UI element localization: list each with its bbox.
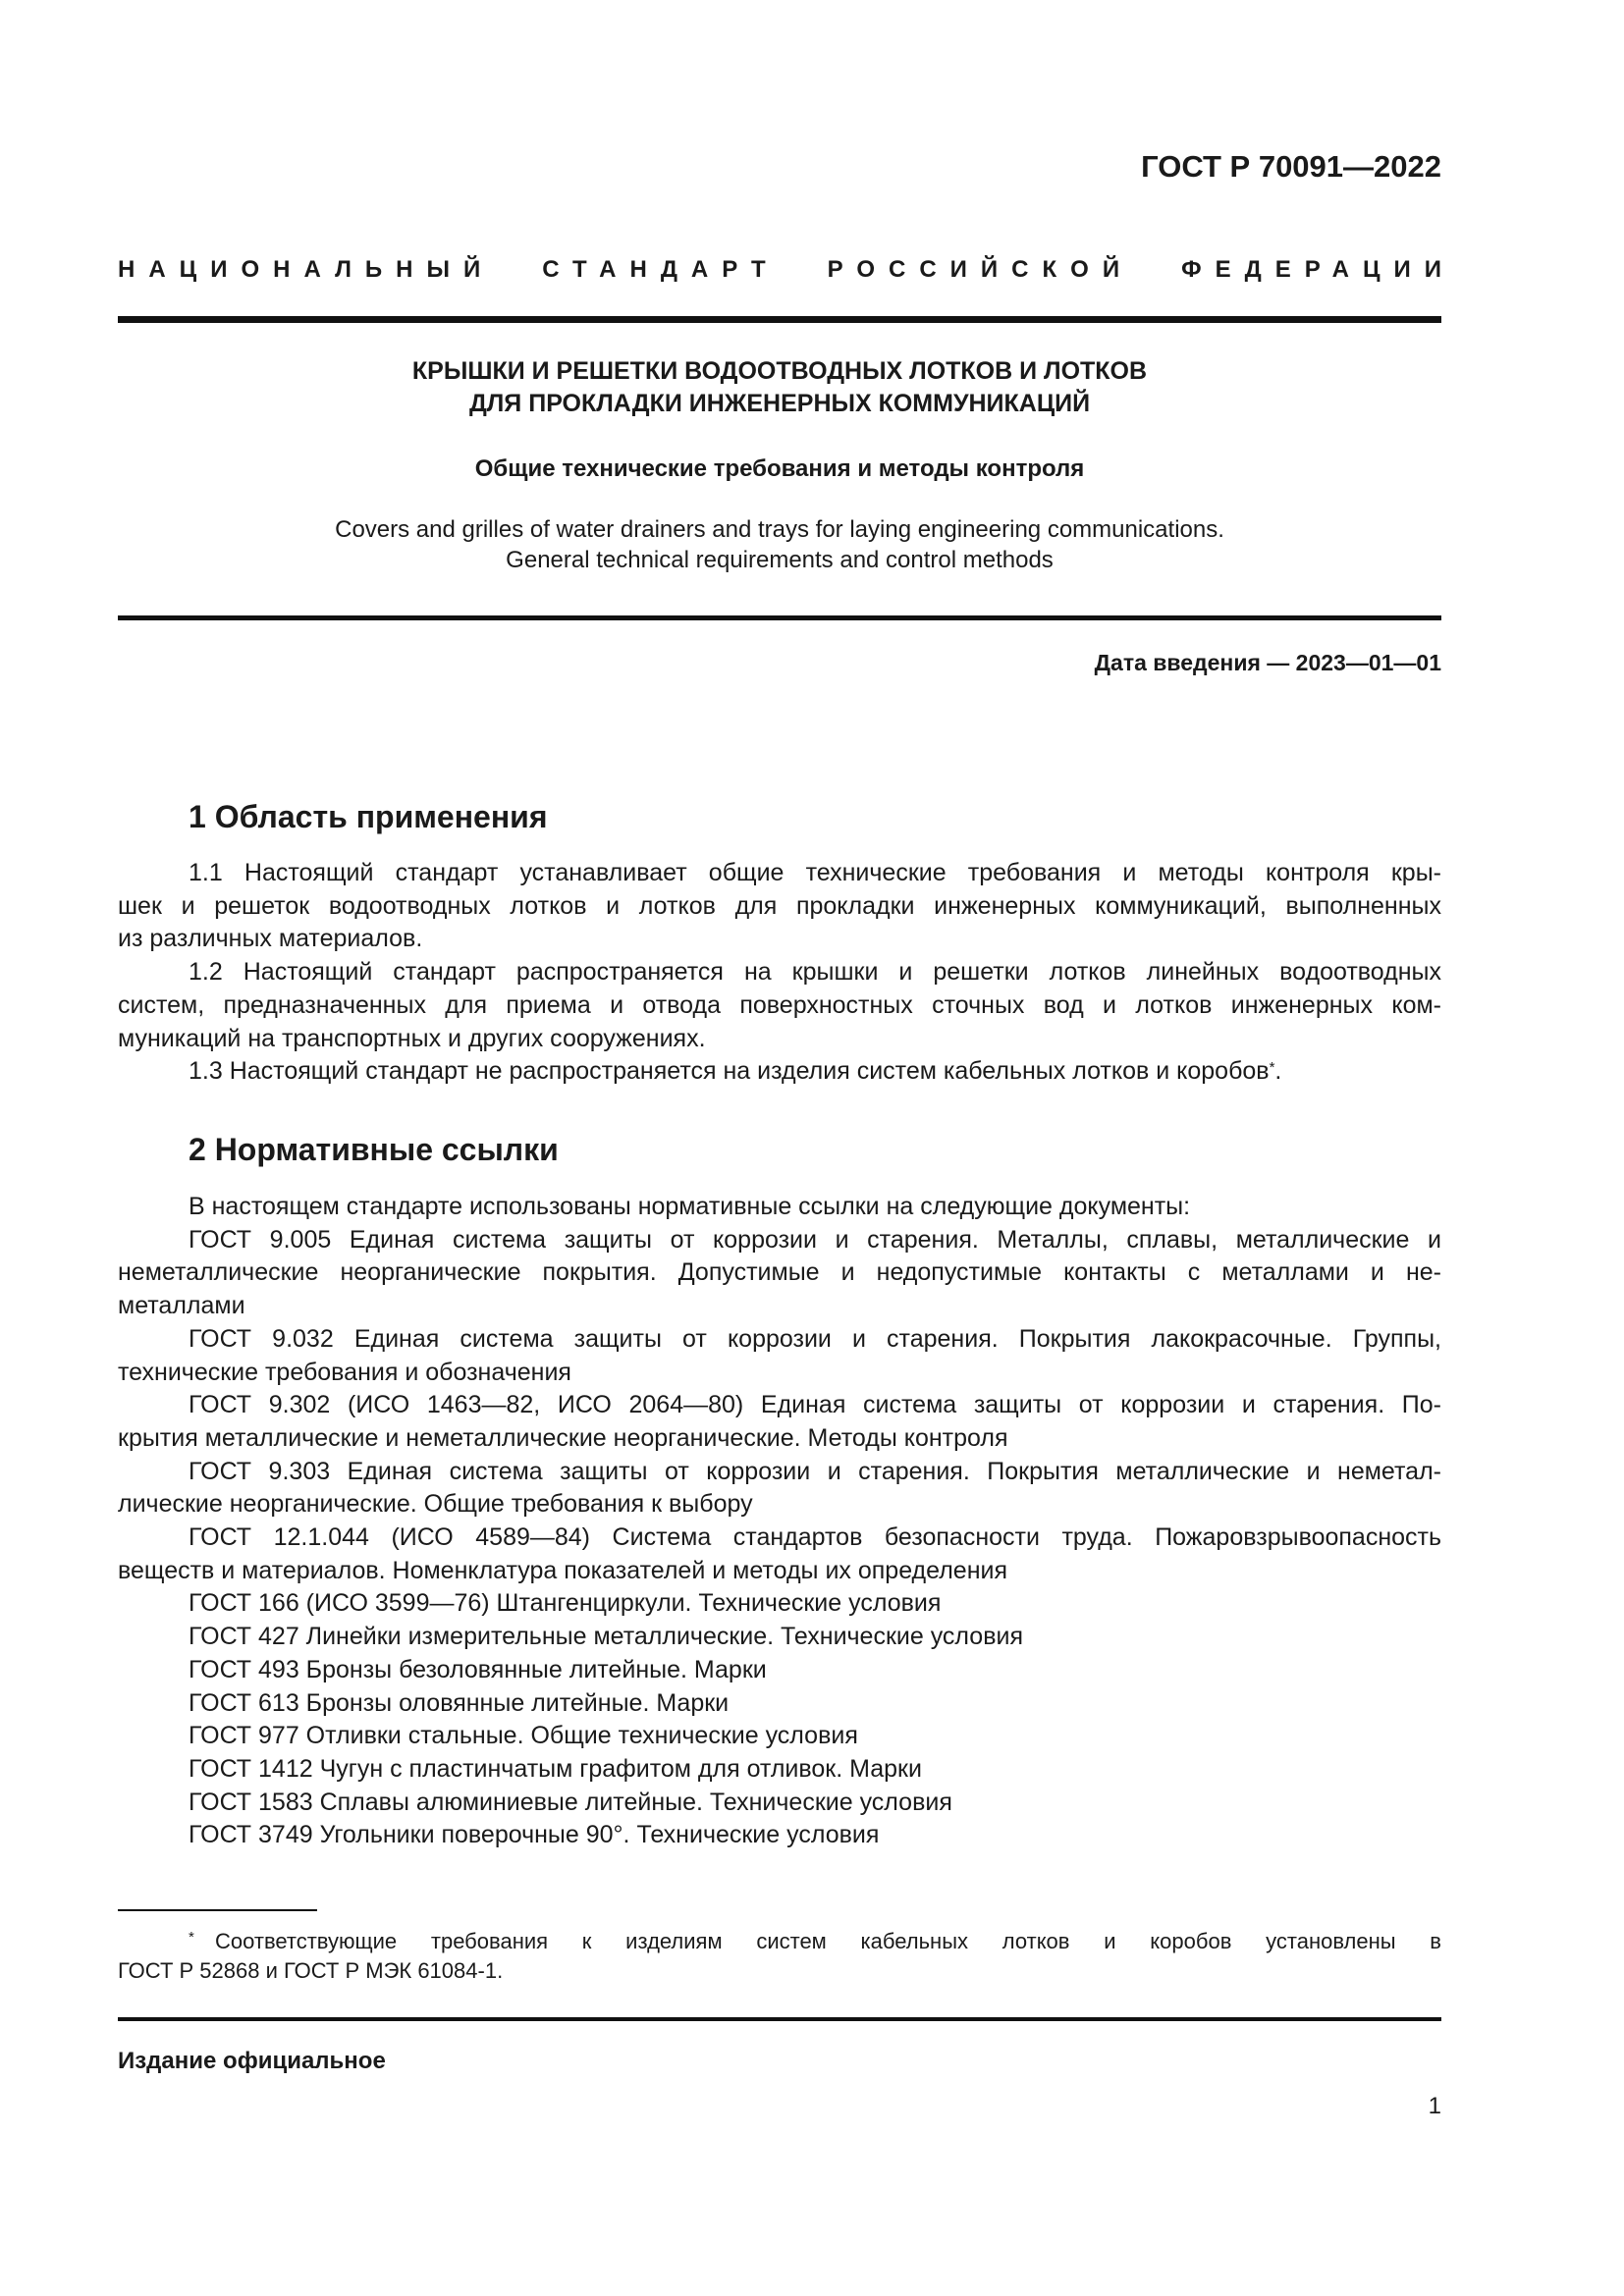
text-line: [118, 890, 1441, 924]
text-line: [118, 1687, 1441, 1721]
text-line: [118, 1422, 1441, 1456]
reference-entry: [118, 1687, 1441, 1721]
text-line: [118, 1654, 1441, 1687]
reference-entry: [118, 1456, 1441, 1522]
line-text: лические неорганические. Общие требования к выбору: [118, 1490, 753, 1519]
title-line-1: КРЫШКИ И РЕШЕТКИ ВОДООТВОДНЫХ ЛОТКОВ И ЛОТКОВ: [411, 357, 1148, 385]
line-text: ГОСТ 427 Линейки измерительные металлические. Технические условия: [189, 1623, 1023, 1651]
line-text: ГОСТ 977 Отливки стальные. Общие технические условия: [189, 1722, 858, 1750]
line-text: крытия металлические и неметаллические неорганические. Методы контроля: [118, 1423, 1008, 1452]
paragraph: [118, 1191, 1441, 1224]
page-number: 1: [1428, 2093, 1441, 2119]
line-text: технические требования и обозначения: [118, 1358, 571, 1386]
edition-label: Издание официальное: [118, 2048, 386, 2074]
reference-entry: [118, 1753, 1441, 1787]
line-text: ГОСТ 613 Бронзы оловянные литейные. Марки: [189, 1688, 730, 1717]
line-text: муникаций на транспортных и других сооружениях.: [118, 1024, 706, 1052]
text-line: [118, 956, 1441, 989]
english-title: [118, 514, 1441, 575]
line-text: ГОСТ 3749 Угольники поверочные 90°. Технические условия: [189, 1821, 880, 1849]
footnote-line-2: ГОСТ Р 52868 и ГОСТ Р МЭК 61084-1.: [118, 1958, 504, 1983]
footnote: [118, 1927, 1441, 1986]
text-line: [118, 1357, 1441, 1390]
line-text: ГОСТ 1583 Сплавы алюминиевые литейные. Технические условия: [189, 1788, 952, 1816]
text-line: [118, 1720, 1441, 1753]
title-line-2: ДЛЯ ПРОКЛАДКИ ИНЖЕНЕРНЫХ КОММУНИКАЦИЙ: [468, 390, 1091, 417]
line-text: веществ и материалов. Номенклатура показателей и методы их определения: [118, 1556, 1008, 1584]
line-text: ГОСТ 9.032 Единая система защиты от коррозии и старения. Покрытия лакокрасочные. Группы,: [189, 1324, 1441, 1353]
text-line: [118, 989, 1441, 1023]
reference-entry: [118, 1654, 1441, 1687]
text-line: [118, 1787, 1441, 1820]
text-line: [118, 1055, 1441, 1089]
reference-entry: [118, 1224, 1441, 1323]
line-text: металлами: [118, 1292, 245, 1320]
line-text: из различных материалов.: [118, 925, 423, 953]
footnote-mark-wrap: [189, 1927, 215, 1956]
reference-entry: [118, 1522, 1441, 1587]
text-line: [118, 1587, 1441, 1621]
section-body-normative-references: [118, 1191, 1441, 1852]
line-text: В настоящем стандарте использованы нормативные ссылки на следующие документы:: [189, 1193, 1191, 1220]
text-line: [118, 857, 1441, 890]
text-line: [118, 1456, 1441, 1489]
national-standard-banner: НАЦИОНАЛЬНЫЙ СТАНДАРТ РОССИЙСКОЙ ФЕДЕРАЦИИ: [118, 256, 1455, 283]
text-line: [118, 923, 1441, 956]
text-line: [118, 1256, 1441, 1290]
section-body-scope: [118, 857, 1441, 1089]
paragraph: [118, 1055, 1441, 1089]
document-title: [118, 355, 1441, 420]
text-line: [118, 1224, 1441, 1257]
reference-entry: [118, 1587, 1441, 1621]
line-text: 1.2 Настоящий стандарт распространяется на крышки и решетки лотков линейных водоотводных: [189, 958, 1441, 987]
section-heading-normative-references: 2 Нормативные ссылки: [189, 1132, 559, 1167]
footnote-line-1: [118, 1927, 1441, 1956]
english-title-line-2: General technical requirements and control methods: [506, 547, 1054, 573]
text-line: [118, 1819, 1441, 1852]
reference-entry: [118, 1787, 1441, 1820]
line-text: ГОСТ 1412 Чугун с пластинчатым графитом для отливок. Марки: [189, 1754, 922, 1783]
footnote-reference-mark: *: [1269, 1059, 1275, 1077]
line-text: систем, предназначенных для приема и отвода поверхностных сточных вод и лотков инженерных ком-: [118, 990, 1441, 1019]
text-line: [118, 1323, 1441, 1357]
text-line: [118, 1290, 1441, 1323]
text-line: [118, 1621, 1441, 1654]
footnote-text: Соответствующие требования к изделиям систем кабельных лотков и коробов установлены в: [215, 1929, 1441, 1953]
introduction-date: Дата введения — 2023—01—01: [1094, 650, 1441, 675]
paragraph: [118, 857, 1441, 956]
line-text: ГОСТ 9.005 Единая система защиты от коррозии и старения. Металлы, сплавы, металлические и: [189, 1225, 1441, 1254]
line-text: ГОСТ 9.303 Единая система защиты от коррозии и старения. Покрытия металлические и неметал-: [189, 1457, 1441, 1485]
line-text: ГОСТ 166 (ИСО 3599—76) Штангенциркули. Технические условия: [189, 1589, 942, 1618]
line-text: ГОСТ 9.302 (ИСО 1463—82, ИСО 2064—80) Единая система защиты от коррозии и старения. По-: [189, 1391, 1441, 1419]
title-divider: [118, 615, 1441, 620]
line-text: неметаллические неорганические покрытия. Допустимые и недопустимые контакты с металлами и не-: [118, 1258, 1441, 1287]
line-text: ГОСТ 493 Бронзы безоловянные литейные. Марки: [189, 1655, 767, 1683]
reference-entry: [118, 1621, 1441, 1654]
text-line: [118, 1522, 1441, 1555]
document-number: ГОСТ Р 70091—2022: [1141, 149, 1441, 184]
footer-divider: [118, 2017, 1441, 2021]
reference-entry: [118, 1819, 1441, 1852]
reference-entry: [118, 1323, 1441, 1389]
text-line: [118, 1753, 1441, 1787]
text-line: [118, 1023, 1441, 1056]
footnote-mark: *: [189, 1929, 194, 1946]
text-line: [118, 1555, 1441, 1588]
reference-entry: [118, 1389, 1441, 1455]
footnote-divider: [118, 1909, 317, 1911]
line-text: 1.3 Настоящий стандарт не распространяется на изделия систем кабельных лотков и коробов: [189, 1057, 1270, 1086]
section-heading-scope: 1 Область применения: [189, 799, 548, 834]
document-subtitle: Общие технические требования и методы контроля: [474, 455, 1085, 482]
line-text: 1.1 Настоящий стандарт устанавливает общие технические требования и методы контроля кры-: [189, 859, 1441, 886]
header-divider: [118, 316, 1441, 323]
text-line: [118, 1191, 1441, 1224]
line-tail: .: [1274, 1057, 1282, 1086]
text-line: [118, 1488, 1441, 1522]
line-text: шек и решеток водоотводных лотков и лотков для прокладки инженерных коммуникаций, выполненных: [118, 891, 1441, 920]
line-text: ГОСТ 12.1.044 (ИСО 4589—84) Система стандартов безопасности труда. Пожаровзрывоопасность: [189, 1523, 1441, 1552]
text-line: [118, 1389, 1441, 1422]
reference-entry: [118, 1720, 1441, 1753]
english-title-line-1: Covers and grilles of water drainers and trays for laying engineering communications.: [335, 516, 1224, 543]
paragraph: [118, 956, 1441, 1055]
